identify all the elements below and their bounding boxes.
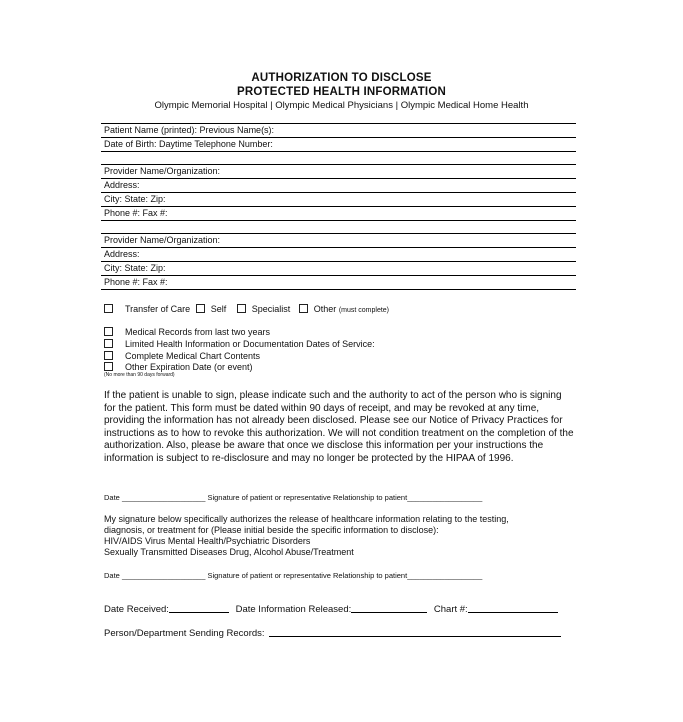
date-received-label: Date Received: <box>104 604 169 615</box>
transfer-checkbox[interactable] <box>104 304 113 313</box>
provider-2-phone-row[interactable]: Phone #: Fax #: <box>101 276 576 290</box>
records-item-1 <box>104 327 270 337</box>
limited-info-checkbox[interactable] <box>104 339 113 348</box>
blank-row <box>101 152 576 165</box>
self-checkbox[interactable] <box>196 304 205 313</box>
medical-records-label: Medical Records from last two years <box>125 327 271 337</box>
authorization-line-3: HIV/AIDS Virus Mental Health/Psychiatric Disorders <box>104 536 311 546</box>
date-blank[interactable]: ____________________ <box>121 571 206 580</box>
purpose-options <box>104 304 389 314</box>
provider-2-address-row[interactable]: Address: <box>101 248 576 262</box>
complete-chart-label: Complete Medical Chart Contents <box>125 351 261 361</box>
form-subtitle: Olympic Memorial Hospital | Olympic Medical Physicians | Olympic Medical Home Health <box>154 100 529 111</box>
date-released-field[interactable] <box>351 603 427 613</box>
medical-records-checkbox[interactable] <box>104 327 113 336</box>
relationship-blank[interactable]: __________________ <box>407 571 483 580</box>
specialist-label: Specialist <box>251 304 291 314</box>
other-expiration-label: Other Expiration Date (or event) <box>125 362 253 372</box>
provider-1-name-row[interactable]: Provider Name/Organization: <box>101 165 576 179</box>
blank-row <box>101 221 576 234</box>
patient-info-table <box>101 123 576 290</box>
specialist-checkbox[interactable] <box>237 304 246 313</box>
provider-1-phone-row[interactable]: Phone #: Fax #: <box>101 207 576 221</box>
specific-authorization <box>104 514 574 558</box>
form-title-line-2: PROTECTED HEALTH INFORMATION <box>237 86 446 98</box>
date-received-field[interactable] <box>169 603 229 613</box>
self-label: Self <box>210 304 227 314</box>
date-blank[interactable]: ____________________ <box>121 493 206 502</box>
date-label: Date <box>104 493 120 502</box>
other-expiration-checkbox[interactable] <box>104 362 113 371</box>
provider-2-city-row[interactable]: City: State: Zip: <box>101 262 576 276</box>
provider-2-name-row[interactable]: Provider Name/Organization: <box>101 234 576 248</box>
authorization-line-2: diagnosis, or treatment for (Please initial beside the specific information to disclose): <box>104 525 439 535</box>
other-label: Other <box>313 304 337 314</box>
date-of-birth-row[interactable]: Date of Birth: Daytime Telephone Number: <box>101 138 576 152</box>
date-released-label: Date Information Released: <box>235 604 352 615</box>
expiration-note: (No more than 90 days forward) <box>104 372 175 378</box>
other-checkbox[interactable] <box>299 304 308 313</box>
relationship-blank[interactable]: __________________ <box>407 493 483 502</box>
signature-line-1 <box>104 493 482 502</box>
records-item-2 <box>104 339 375 349</box>
person-dept-line <box>104 627 561 639</box>
date-label: Date <box>104 571 120 580</box>
provider-1-city-row[interactable]: City: State: Zip: <box>101 193 576 207</box>
authority-paragraph: If the patient is unable to sign, please indicate such and the authority to act of the person who is signing for the patient. This form must be dated within 90 days of receipt, and may be revoked at any time, providing the information has not already been disclosed. Please see our Notice of Privacy Practices for instructions as to how to revoke this authorization. We will not condition treatment on the completion of the authorization. Also, please be aware that once we disclose this information per your instructions the information is subject to re-disclosure and may no longer be protected by the HIPAA of 1996. <box>104 390 574 464</box>
limited-info-label: Limited Health Information or Documentation Dates of Service: <box>125 339 375 349</box>
records-item-3 <box>104 351 260 361</box>
signature-label: Signature of patient or representative Relationship to patient <box>207 493 408 502</box>
authorization-line-1: My signature below specifically authorizes the release of healthcare information relating to the testing, <box>104 514 509 524</box>
office-use-line <box>104 603 558 615</box>
transfer-label: Transfer of Care <box>125 304 191 314</box>
other-note: (must complete) <box>338 307 390 314</box>
form-title-line-1: AUTHORIZATION TO DISCLOSE <box>251 72 432 84</box>
signature-label: Signature of patient or representative Relationship to patient <box>207 571 408 580</box>
authorization-line-4: Sexually Transmitted Diseases Drug, Alcohol Abuse/Treatment <box>104 547 354 557</box>
person-dept-field[interactable] <box>269 627 561 637</box>
person-dept-label: Person/Department Sending Records: <box>104 628 265 639</box>
chart-number-field[interactable] <box>468 603 558 613</box>
provider-1-address-row[interactable]: Address: <box>101 179 576 193</box>
records-item-4 <box>104 362 253 372</box>
signature-line-2 <box>104 571 482 580</box>
chart-number-label: Chart #: <box>433 604 468 615</box>
complete-chart-checkbox[interactable] <box>104 351 113 360</box>
patient-name-row[interactable]: Patient Name (printed): Previous Name(s): <box>101 124 576 138</box>
